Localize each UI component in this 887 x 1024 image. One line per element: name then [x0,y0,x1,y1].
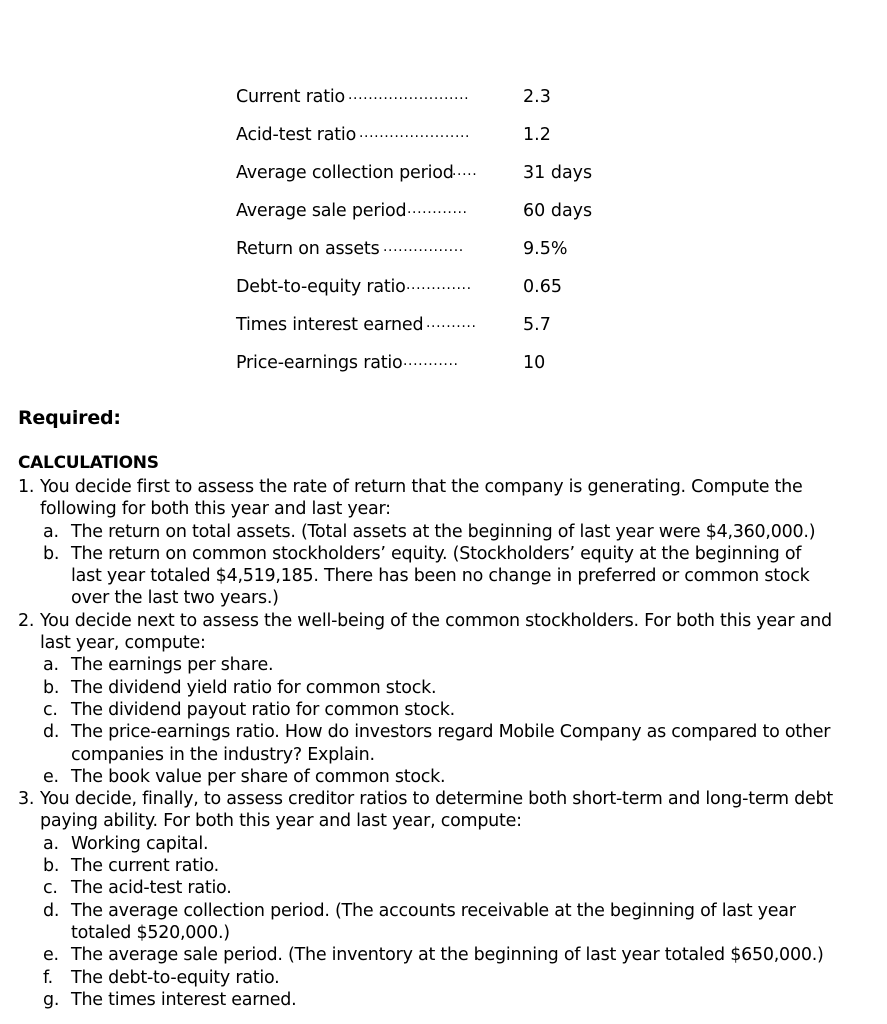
sub-item-letter: a. [43,521,59,542]
ratio-value: 1.2 [523,125,551,145]
sub-item-letter: a. [43,655,59,676]
ratio-label: Price-earnings ratio [236,353,403,373]
sub-item [43,521,833,543]
ratio-row [0,236,887,274]
question-1 [18,476,833,610]
question-text: You decide first to assess the rate of return that the company is generating. Compute the following for both this year and last year: [40,477,803,520]
sub-item-letter: e. [43,766,59,787]
sub-item-text: The return on total assets. (Total assets at the beginning of last year were $4,360,000.) [71,521,816,542]
sub-item-text: The times interest earned. [71,989,297,1010]
ratio-row [0,84,887,122]
sub-item [43,855,833,877]
sub-item [43,877,833,899]
sub-item-text: The debt-to-equity ratio. [71,967,280,988]
sub-item-text: The earnings per share. [71,655,274,676]
sub-item-text: The book value per share of common stock. [71,766,446,787]
question-number: 1. [18,477,35,497]
ratio-row [0,274,887,312]
ratio-label: Times interest earned [236,315,424,335]
leader-dots: .......... [426,315,477,331]
sub-item-text: The acid-test ratio. [71,878,232,899]
ratio-value: 10 [523,353,546,373]
question-3 [18,788,833,1011]
ratio-row [0,160,887,198]
sub-item-letter: f. [43,967,53,988]
sub-item-letter: a. [43,833,59,854]
question-2 [18,610,833,788]
sub-item [43,944,833,966]
sub-item-text: The current ratio. [71,856,219,877]
ratio-value: 0.65 [523,277,562,297]
sub-item-text: The dividend yield ratio for common stock. [71,677,437,698]
sub-item [43,766,833,788]
sub-item [43,989,833,1011]
sub-item-text: The dividend payout ratio for common stock. [71,699,455,720]
ratio-value: 5.7 [523,315,551,335]
sub-item-letter: b. [43,856,60,877]
leader-dots: ................ [383,239,464,255]
sub-item-text: Working capital. [71,833,209,854]
calculations-heading: CALCULATIONS [18,453,159,473]
leader-dots: ........... [403,353,459,369]
sub-item [43,699,833,721]
ratio-row [0,312,887,350]
leader-dots: ........................ [348,87,470,103]
ratio-row [0,350,887,388]
required-heading: Required: [18,407,121,429]
leader-dots: ...................... [359,125,471,141]
ratio-row [0,122,887,160]
leader-dots: ............ [407,201,468,217]
leader-dots: ............. [406,277,472,293]
ratio-table [0,84,887,388]
sub-item-text: The return on common stockholders’ equity. (Stockholders’ equity at the beginning of last year totaled $4,519,185. There has been no change in preferred or common stock over the last two years.) [71,543,810,609]
sub-item-text: The average sale period. (The inventory at the beginning of last year totaled $650,000.) [71,945,824,966]
sub-item-letter: c. [43,699,58,720]
sub-item [43,654,833,676]
sub-item-text: The average collection period. (The accounts receivable at the beginning of last year totaled $520,000.) [71,900,796,943]
sub-item [43,967,833,989]
sub-item-letter: b. [43,543,60,564]
ratio-label: Debt-to-equity ratio [236,277,406,297]
ratio-value: 31 days [523,163,593,183]
ratio-value: 60 days [523,201,593,221]
sub-item [43,677,833,699]
ratio-label: Current ratio [236,87,346,107]
sub-item-letter: b. [43,677,60,698]
ratio-row [0,198,887,236]
question-list [18,476,833,1011]
ratio-label: Return on assets [236,239,380,259]
ratio-label: Acid-test ratio [236,125,357,145]
ratio-label: Average collection period [236,163,454,183]
sub-item [43,900,833,945]
sub-item-letter: e. [43,945,59,966]
sub-item [43,833,833,855]
sub-item [43,543,833,610]
question-text: You decide next to assess the well-being of the common stockholders. For both this year and last year, compute: [40,610,832,654]
sub-item-letter: d. [43,900,60,921]
question-number: 2. [18,610,35,631]
sub-item-letter: d. [43,722,60,743]
question-number: 3. [18,789,35,810]
sub-item [43,721,833,766]
sub-item-text: The price-earnings ratio. How do investors regard Mobile Company as compared to other companies in the industry? Explain. [71,722,831,765]
question-text: You decide, finally, to assess creditor ratios to determine both short-term and long-term debt paying ability. For both this year and last year, compute: [40,789,833,832]
sub-item-letter: g. [43,989,60,1010]
ratio-label: Average sale period [236,201,407,221]
ratio-value: 2.3 [523,87,551,107]
sub-item-letter: c. [43,878,58,899]
ratio-value: 9.5% [523,239,568,259]
leader-dots: ..... [452,163,478,179]
